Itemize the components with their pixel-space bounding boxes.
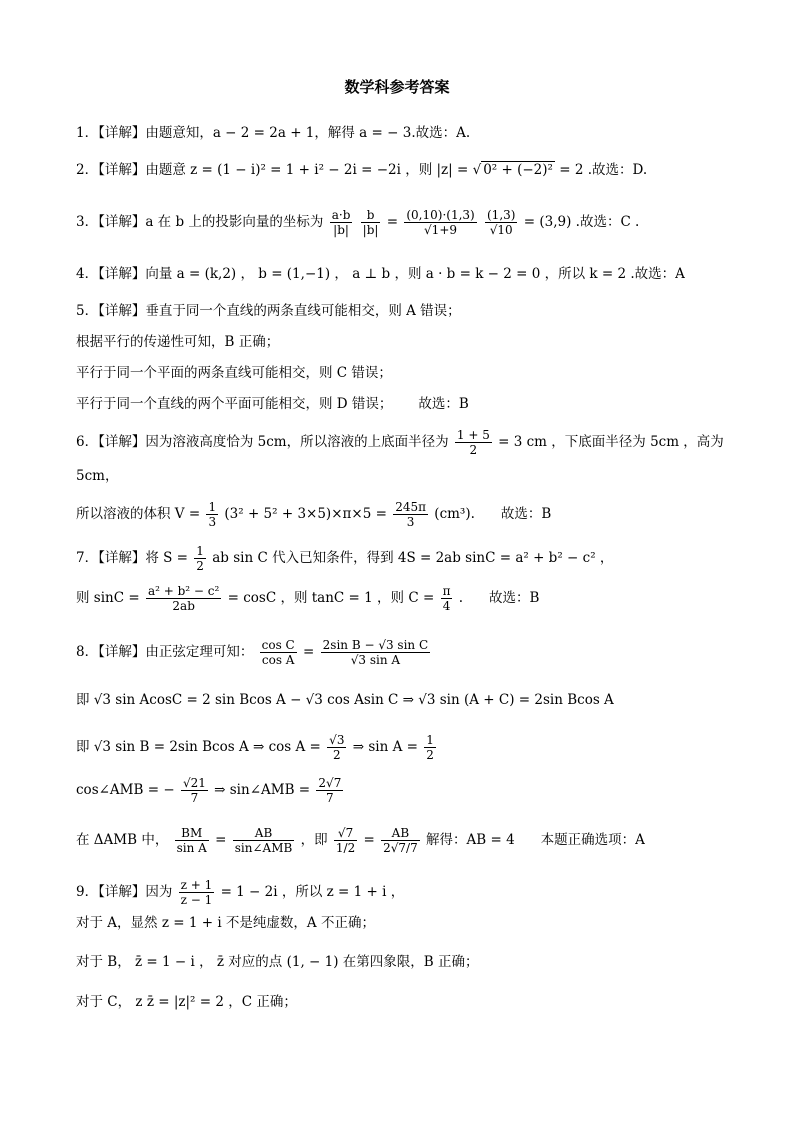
q6-line-1 (76, 428, 724, 457)
q3-post: = (3,9) .故选：C . (523, 214, 640, 230)
q9-line-3: 对于 B， z̄ = 1 − i ， z̄ 对应的点 (1, − 1) 在第四象限，B 正确； (76, 954, 479, 970)
q3-frac-2: $\frac{b}{|b|}$ (362, 208, 379, 237)
q8-pre: 由正弦定理可知： (145, 644, 254, 660)
q8-frac-cosA: $\frac{√3}{2}$ (329, 733, 345, 762)
q5-line-3: 平行于同一个平面的两条直线可能相交，则 C 错误； (76, 365, 392, 381)
q6-volume-mid: (3² + 5² + 3×5)×π×5 = (224, 506, 387, 522)
q3-frac-3: $\frac{(0,10)\cdot(1,3)}{√1+9}$ (406, 208, 475, 237)
q9-post: = 1 − 2i ，所以 z = 1 + i ， (220, 884, 405, 900)
q8-eq: = (303, 644, 315, 660)
q5-text-4: 平行于同一个直线的两个平面可能相交，则 D 错误； (76, 396, 393, 412)
q5-label: 5．【详解】 (76, 303, 146, 319)
q5-line-1 (76, 302, 461, 320)
q7-label: 7．【详解】 (76, 550, 146, 566)
q8-l5-mid: ，即 (300, 832, 328, 848)
q7-sin-post: . (458, 590, 464, 606)
q2-label: 2．【详解】 (76, 162, 146, 178)
q6-frac-third: $\frac{1}{3}$ (208, 500, 217, 529)
q4-line (76, 265, 685, 283)
q6-line-3 (76, 500, 551, 529)
q5-line-4 (76, 395, 469, 413)
q7-post: ab sin C 代入已知条件，得到 4S = 2ab sinC = a² + b² − c² ， (212, 550, 614, 566)
q6-frac-radius: $\frac{1 + 5}{2}$ (456, 428, 490, 457)
q8-frac-cosAMB: $\frac{√21}{7}$ (182, 776, 206, 805)
q8-l4-mid: ⇒ sin∠AMB = (214, 782, 311, 798)
q5-answer: 故选：B (418, 396, 469, 412)
q3-pre: a 在 b 上的投影向量的坐标为 (145, 214, 324, 230)
q3-frac-1: $\frac{a\cdot b}{|b|}$ (331, 208, 351, 237)
q4-label: 4．【详解】 (76, 266, 146, 282)
q7-frac-cosine-law: $\frac{\text{a² + b² − c²}}{2ab}$ (147, 584, 220, 613)
q8-frac-sinA: $\frac{1}{2}$ (426, 733, 434, 762)
q6-volume-post: (cm³). (434, 506, 475, 522)
q7-sin-mid: = cosC ，则 tanC = 1 ，则 C = (227, 590, 435, 606)
q8-frac-ab2: $\frac{AB}{2√7/7}$ (383, 826, 418, 855)
q8-line-2: 即 √3 sin AcosC = 2 sin Bcos A − √3 cos Asin C ⇒ √3 sin (A + C) = 2sin Bcos A (76, 692, 614, 708)
q4-text: 向量 a = (k,2) ， b = (1,−1) ， a ⊥ b ，则 a · b = k − 2 = 0 ，所以 k = 2 .故选：A (145, 266, 685, 282)
q3-line (76, 208, 639, 237)
page-title: 数学科参考答案 (344, 78, 450, 96)
q6-volume-pre: 所以溶液的体积 V = (76, 506, 201, 522)
q7-sin-pre: 则 sinC = (76, 590, 140, 606)
q7-line-2 (76, 584, 539, 613)
q8-frac-cos: $\frac{\text{cos C}}{\text{cos A}}$ (261, 638, 295, 667)
q5-text-1: 垂直于同一个直线的两条直线可能相交，则 A 错误； (145, 303, 461, 319)
q5-line-2: 根据平行的传递性可知，B 正确； (76, 334, 280, 350)
q9-line-1 (76, 878, 404, 907)
q9-pre: 因为 (145, 884, 173, 900)
q3-frac-4: $\frac{(1,3)}{√10}$ (487, 208, 516, 237)
q3-eq: = (386, 214, 399, 230)
q7-answer: 故选：B (489, 590, 540, 606)
q9-label: 9．【详解】 (76, 884, 146, 900)
q8-line-4 (76, 776, 345, 805)
q8-frac-sin: $\frac{\text{2sin B − √3 sin C}}{\text{√3 sin A}}$ (322, 638, 429, 667)
q7-frac-half: $\frac{1}{2}$ (196, 544, 204, 573)
q7-pre: 将 S = (145, 550, 188, 566)
q6-post: = 3 cm ，下底面半径为 5cm ，高为 (498, 434, 724, 450)
q8-l5-pre: 在 ΔAMB 中， (76, 832, 169, 848)
q7-line-1 (76, 544, 613, 573)
q2-line: 2．【详解】由题意 z = (1 − i)² = 1 + i² − 2i = −2i ，则 |z| = √ 0² + (−2)² = 2 .故选：D. (76, 162, 648, 178)
q8-l5-eq: = (215, 832, 227, 848)
q6-frac-result: $\frac{245\pi}{3}$ (395, 500, 426, 529)
q8-frac-sinAMB: $\frac{2√7}{7}$ (318, 776, 342, 805)
q6-label: 6．【详解】 (76, 434, 146, 450)
q6-pre: 因为溶液高度恰为 5cm，所以溶液的上底面半径为 (145, 434, 449, 450)
q8-l3-pre: 即 √3 sin B = 2sin Bcos A ⇒ cos A = (76, 739, 321, 755)
q8-frac-bm: $\frac{BM}{\text{sin A}}$ (176, 826, 207, 855)
q2-pre: 由题意 z = (1 − i)² = 1 + i² − 2i = −2i ，则 |z| = (145, 162, 473, 178)
q6-answer: 故选：B (500, 506, 552, 522)
q9-line-4: 对于 C， z z̄ = |z|² = 2 ，C 正确； (76, 994, 297, 1010)
q8-answer: 本题正确选项：A (540, 832, 645, 848)
q8-line-5 (76, 826, 645, 855)
q9-frac-z: $\frac{z + 1}{z - 1}$ (180, 878, 213, 907)
q7-frac-pi: $\frac{\pi}{4}$ (442, 584, 451, 613)
q8-line-1 (76, 638, 432, 667)
q8-frac-ab: $\frac{AB}{\text{sin∠AMB}}$ (234, 826, 293, 855)
q8-label: 8．【详解】 (76, 644, 146, 660)
q8-l5-post: 解得：AB = 4 (426, 832, 515, 848)
q9-line-2: 对于 A，显然 z = 1 + i 不是纯虚数，A 不正确； (76, 915, 375, 931)
q1-text: 由题意知，a − 2 = 2a + 1，解得 a = − 3.故选：A. (145, 125, 471, 141)
q2-root: 0² + (−2)² (483, 162, 553, 178)
q6-line-2: 5cm， (76, 468, 119, 484)
q8-line-3 (76, 733, 438, 762)
q8-frac-root7: $\frac{√7}{1/2}$ (335, 826, 356, 855)
q8-l4-pre: cos∠AMB = − (76, 782, 175, 798)
q3-label: 3．【详解】 (76, 214, 146, 230)
q8-l3-mid: ⇒ sin A = (352, 739, 418, 755)
q1-label: 1．【详解】 (76, 125, 146, 141)
q8-l5-eq2: = (363, 832, 375, 848)
q1-line (76, 124, 470, 142)
q2-post: = 2 .故选：D. (554, 162, 648, 178)
